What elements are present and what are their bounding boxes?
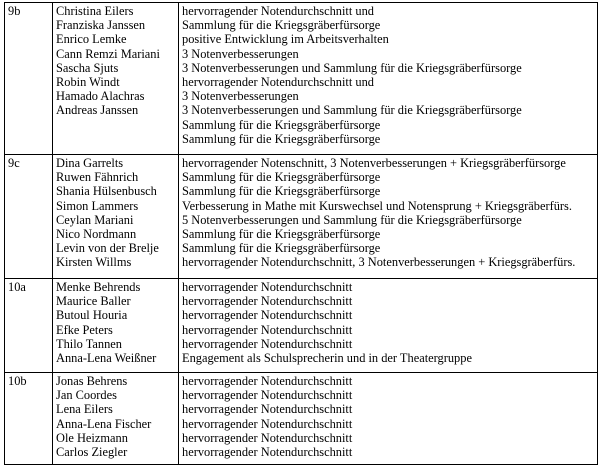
class-label: 9b — [8, 4, 21, 18]
student-name: Nico Nordmann — [56, 226, 137, 241]
award-reason: hervorragender Notendurchschnitt — [182, 308, 353, 323]
student-name: Ruwen Fähnrich — [56, 170, 139, 185]
award-reason: hervorragender Notendurchschnitt und — [182, 74, 374, 89]
reasons-cell — [179, 279, 598, 373]
student-name: Sascha Sjuts — [56, 60, 119, 75]
award-reason: positive Entwicklung im Arbeitsverhalten — [182, 32, 389, 47]
award-reason: 3 Notenverbesserungen und Sammlung für die Kriegsgräberfürsorge — [182, 103, 522, 118]
award-reason: hervorragender Notenschnitt, 3 Notenverbesserungen + Kriegsgräberfürsorge — [182, 156, 566, 170]
award-reason: hervorragender Notendurchschnitt — [182, 430, 353, 445]
award-reason: 3 Notenverbesserungen — [182, 46, 299, 61]
award-reason: Sammlung für die Kriegsgräberfürsorge — [182, 184, 381, 199]
names-cell — [53, 155, 179, 279]
student-name: Robin Windt — [56, 74, 120, 89]
student-name: Menke Behrends — [56, 280, 141, 294]
student-name: Ole Heizmann — [56, 430, 128, 445]
class-label: 9c — [8, 156, 20, 170]
student-name: Cann Remzi Mariani — [56, 46, 160, 61]
award-reason: 3 Notenverbesserungen und Sammlung für die Kriegsgräberfürsorge — [182, 60, 522, 75]
student-name: Efke Peters — [56, 322, 113, 337]
award-reason: hervorragender Notendurchschnitt, 3 Notenverbesserungen + Kriegsgräberfürs. — [182, 255, 576, 270]
award-reason: hervorragender Notendurchschnitt — [182, 374, 353, 388]
student-name: Maurice Baller — [56, 294, 131, 309]
names-cell — [53, 373, 179, 465]
student-name: Hamado Alachras — [56, 89, 145, 104]
award-reason: hervorragender Notendurchschnitt — [182, 416, 353, 431]
student-name: Christina Eilers — [56, 4, 134, 18]
student-name: Simon Lammers — [56, 198, 139, 213]
student-name: Lena Eilers — [56, 402, 113, 417]
class-cell — [5, 373, 53, 465]
award-reason: Sammlung für die Kriegsgräberfürsorge — [182, 226, 381, 241]
award-reason: hervorragender Notendurchschnitt — [182, 444, 353, 459]
table-row — [5, 3, 598, 155]
award-reason: hervorragender Notendurchschnitt — [182, 322, 353, 337]
student-name: Anna-Lena Weißner — [56, 350, 157, 365]
class-cell — [5, 279, 53, 373]
award-reason: Sammlung für die Kriegsgräberfürsorge — [182, 18, 381, 33]
table-row — [5, 373, 598, 465]
student-name: Jan Coordes — [56, 388, 117, 403]
class-cell — [5, 155, 53, 279]
student-name: Franziska Janssen — [56, 18, 146, 33]
award-reason: Sammlung für die Kriegsgräberfürsorge — [182, 117, 381, 132]
award-reason: 3 Notenverbesserungen — [182, 89, 299, 104]
award-reason: hervorragender Notendurchschnitt und — [182, 4, 374, 18]
class-label: 10a — [8, 280, 26, 294]
table-row — [5, 155, 598, 279]
award-reason: hervorragender Notendurchschnitt — [182, 336, 353, 351]
student-name: Shania Hülsenbusch — [56, 184, 157, 199]
awards-table — [4, 2, 598, 465]
student-name: Jonas Behrens — [56, 374, 128, 388]
student-name: Levin von der Brelje — [56, 241, 159, 256]
award-reason: Sammlung für die Kriegsgräberfürsorge — [182, 170, 381, 185]
reasons-cell — [179, 373, 598, 465]
table-row — [5, 279, 598, 373]
student-name: Dina Garrelts — [56, 156, 124, 170]
student-name: Enrico Lemke — [56, 32, 127, 47]
reasons-cell — [179, 155, 598, 279]
award-reason: hervorragender Notendurchschnitt — [182, 294, 353, 309]
reasons-cell — [179, 3, 598, 155]
award-reason: Engagement als Schulsprecherin und in der Theatergruppe — [182, 350, 472, 365]
award-reason: Sammlung für die Kriegsgräberfürsorge — [182, 241, 381, 256]
student-name: Butoul Houria — [56, 308, 128, 323]
student-name: Andreas Janssen — [56, 103, 139, 118]
award-reason: Sammlung für die Kriegsgräberfürsorge — [182, 131, 381, 146]
names-cell — [53, 3, 179, 155]
student-name: Anna-Lena Fischer — [56, 416, 152, 431]
award-reason: hervorragender Notendurchschnitt — [182, 402, 353, 417]
student-name: Carlos Ziegler — [56, 444, 128, 459]
student-name: Kirsten Willms — [56, 255, 132, 270]
student-name: Ceylan Mariani — [56, 212, 134, 227]
award-reason: hervorragender Notendurchschnitt — [182, 280, 353, 294]
names-cell — [53, 279, 179, 373]
award-reason: 5 Notenverbesserungen und Sammlung für die Kriegsgräberfürsorge — [182, 212, 522, 227]
class-cell — [5, 3, 53, 155]
student-name: Thilo Tannen — [56, 336, 123, 351]
class-label: 10b — [8, 374, 27, 388]
award-reason: Verbesserung in Mathe mit Kurswechsel und Notensprung + Kriegsgräberfürs. — [182, 198, 572, 213]
award-reason: hervorragender Notendurchschnitt — [182, 388, 353, 403]
